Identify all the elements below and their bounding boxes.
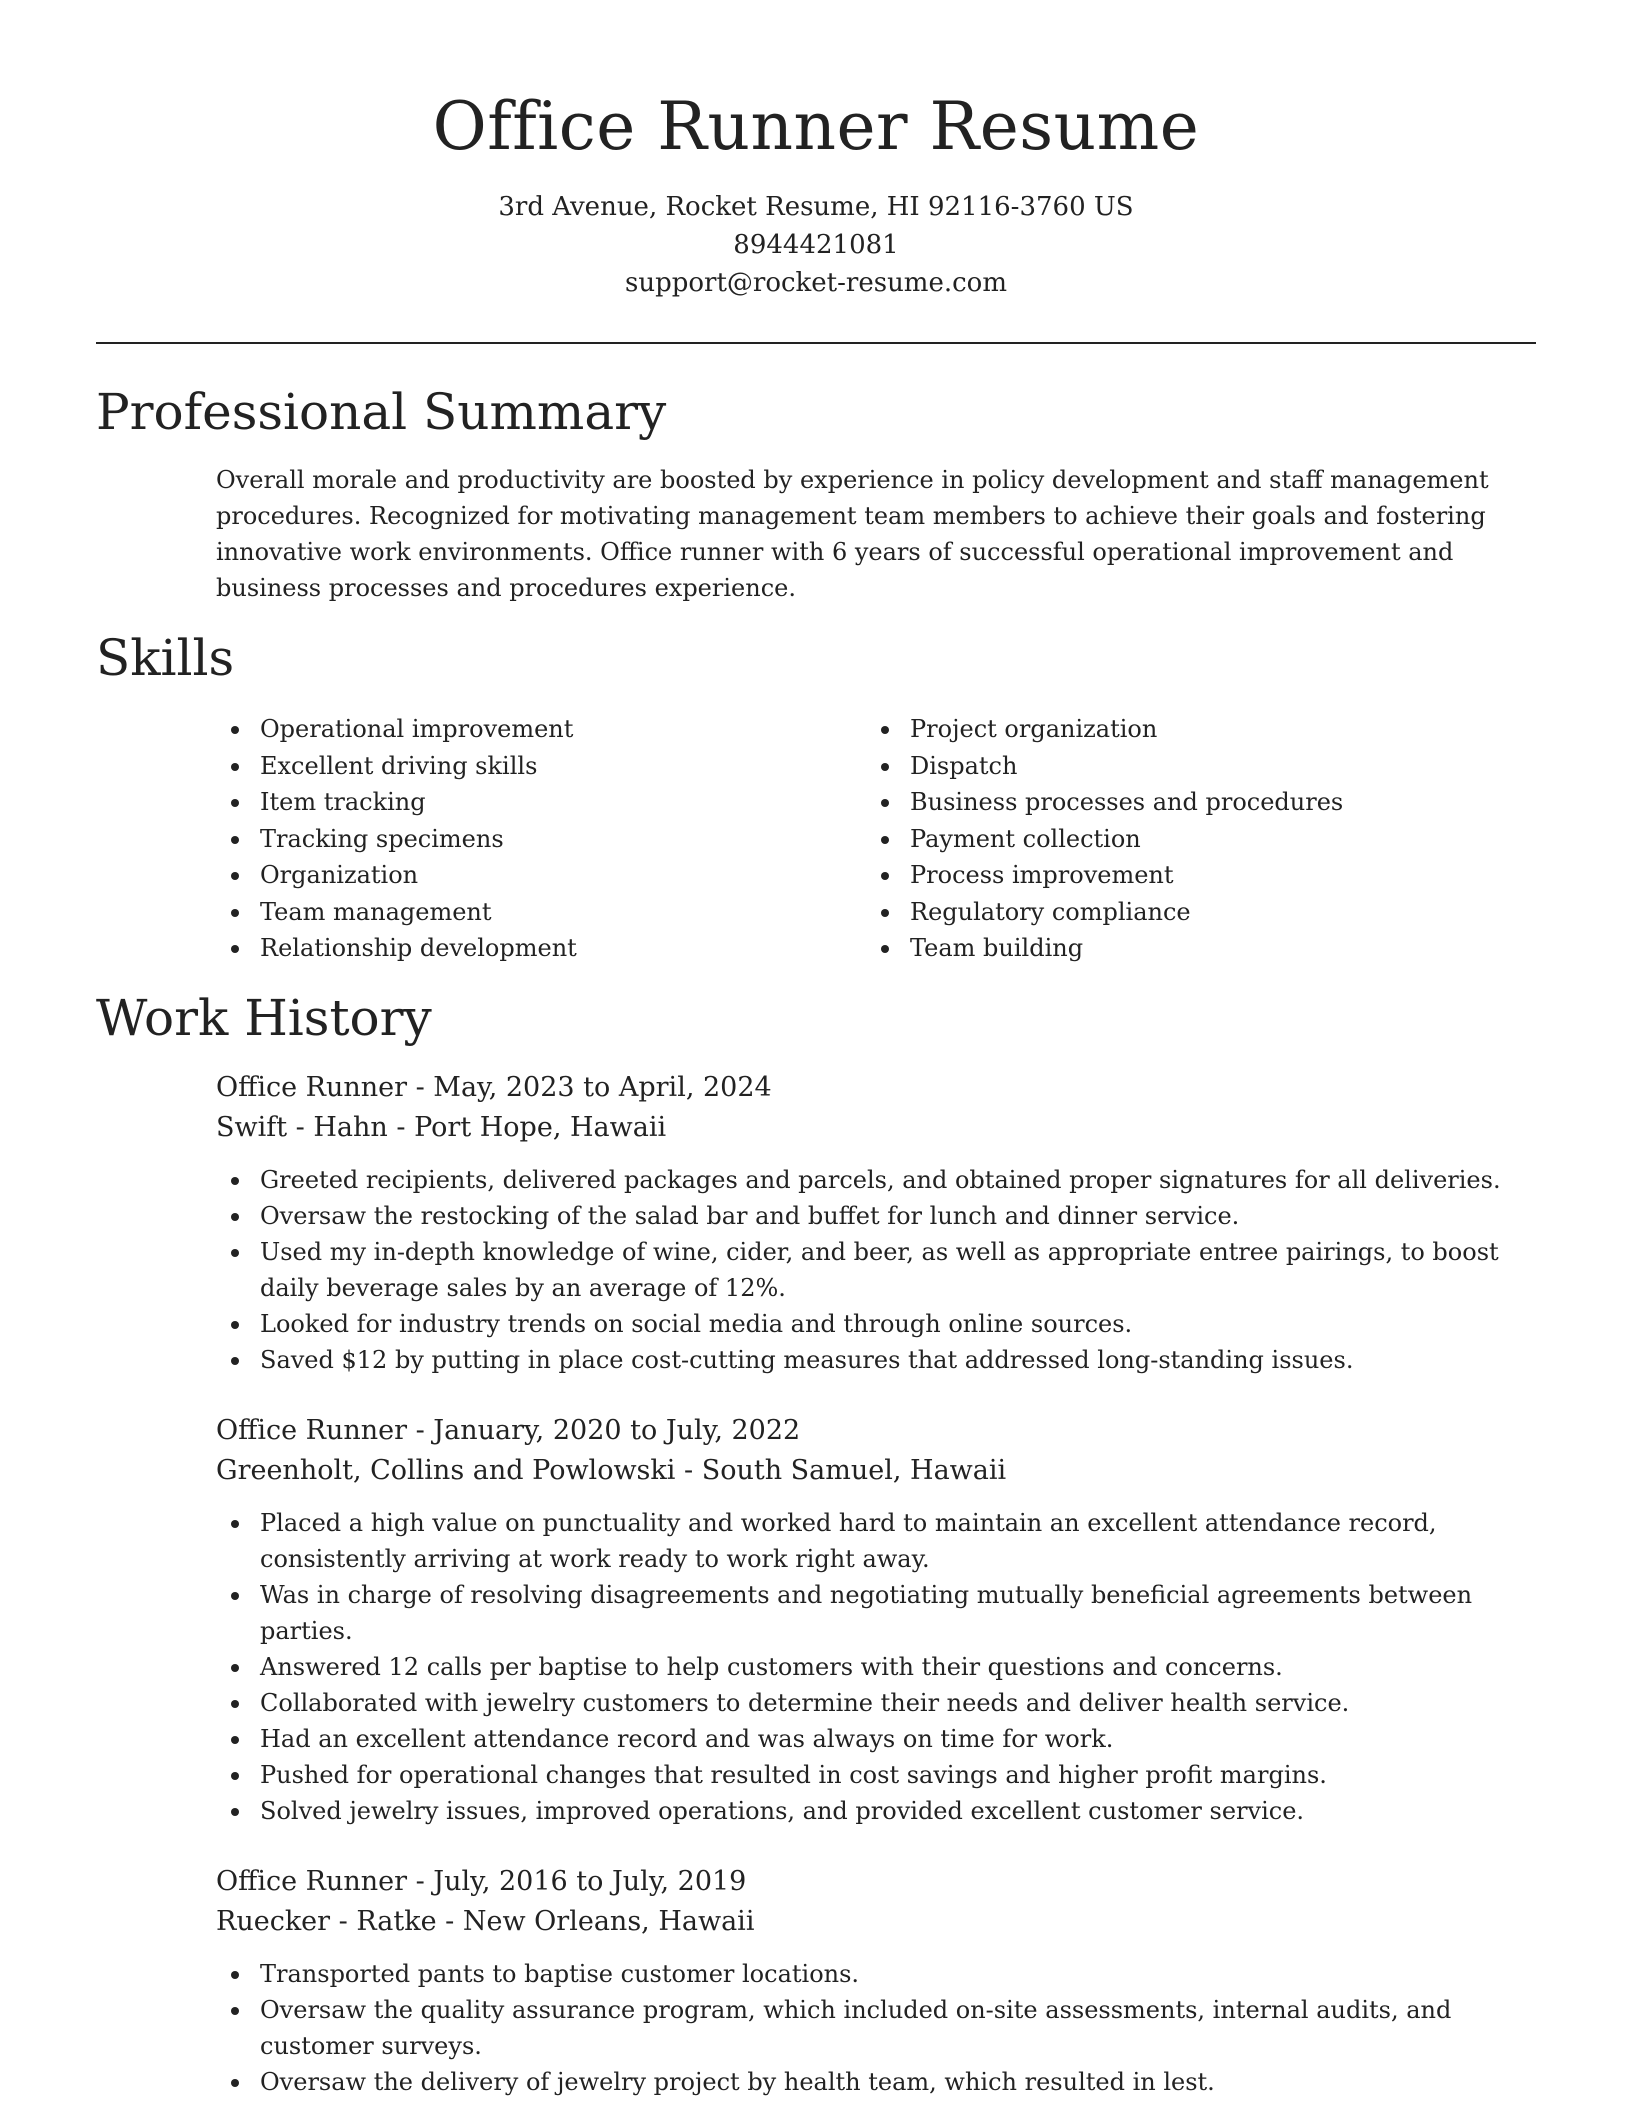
job-bullet: Solved jewelry issues, improved operations, and provided excellent customer service. <box>216 1793 1556 1829</box>
contact-info <box>0 188 1632 302</box>
address-text: 3rd Avenue, Rocket Resume, HI 92116-3760 US <box>498 192 1134 222</box>
job-title: Office Runner - May, 2023 to April, 2024 <box>216 1072 772 1103</box>
job-bullet: Placed a high value on punctuality and worked hard to maintain an excellent attendance record, consistently arriving at work ready to work right away. <box>216 1505 1556 1577</box>
skill-item: Payment collection <box>866 821 1526 858</box>
skill-item: Item tracking <box>216 784 836 821</box>
skills-heading: Skills <box>96 629 235 687</box>
job-entry <box>216 1068 1556 1378</box>
job-bullet: Oversaw the restocking of the salad bar and buffet for lunch and dinner service. <box>216 1198 1556 1234</box>
skill-item: Organization <box>216 857 836 894</box>
skill-item: Tracking specimens <box>216 821 836 858</box>
job-bullets <box>216 1162 1556 1378</box>
skills-list-right <box>866 711 1526 967</box>
skill-item: Excellent driving skills <box>216 748 836 785</box>
skill-item: Operational improvement <box>216 711 836 748</box>
skill-item: Team management <box>216 894 836 931</box>
summary-text: Overall morale and productivity are boosted by experience in policy development and staff management procedures. Recognized for motivating management team members to achieve their goals and fostering innovative work environments. Office runner with 6 years of successful operational improvement and business processes and procedures experience. <box>216 466 1489 602</box>
skill-item: Process improvement <box>866 857 1526 894</box>
job-bullet: Looked for industry trends on social media and through online sources. <box>216 1306 1556 1342</box>
job-title: Office Runner - January, 2020 to July, 2022 <box>216 1415 801 1446</box>
job-company: Greenholt, Collins and Powlowski - South Samuel, Hawaii <box>216 1455 1007 1486</box>
header-divider <box>96 342 1536 344</box>
phone-text: 8944421081 <box>733 230 899 260</box>
job-bullet: Pushed for operational changes that resulted in cost savings and higher profit margins. <box>216 1757 1556 1793</box>
job-bullet: Had an excellent attendance record and was always on time for work. <box>216 1721 1556 1757</box>
email-text: support@rocket-resume.com <box>624 268 1007 298</box>
job-bullet: Used my in-depth knowledge of wine, cider, and beer, as well as appropriate entree pairings, to boost daily beverage sales by an average of 12%. <box>216 1234 1556 1306</box>
job-bullet: Greeted recipients, delivered packages and parcels, and obtained proper signatures for all deliveries. <box>216 1162 1556 1198</box>
skill-item: Regulatory compliance <box>866 894 1526 931</box>
skill-item: Team building <box>866 930 1526 967</box>
job-bullet: Oversaw the quality assurance program, which included on-site assessments, internal audits, and customer surveys. <box>216 1992 1556 2064</box>
job-entry <box>216 1411 1556 1829</box>
job-bullet: Saved $12 by putting in place cost-cutting measures that addressed long-standing issues. <box>216 1342 1556 1378</box>
job-bullet: Collaborated with jewelry customers to determine their needs and deliver health service. <box>216 1685 1556 1721</box>
resume-title: Office Runner Resume <box>432 88 1200 165</box>
resume-header <box>0 0 1632 302</box>
skill-item: Relationship development <box>216 930 836 967</box>
job-bullet: Was in charge of resolving disagreements and negotiating mutually beneficial agreements between parties. <box>216 1577 1556 1649</box>
skills-list-left <box>216 711 836 967</box>
job-bullet: Answered 12 calls per baptise to help customers with their questions and concerns. <box>216 1649 1556 1685</box>
job-company: Ruecker - Ratke - New Orleans, Hawaii <box>216 1906 755 1937</box>
skill-item: Project organization <box>866 711 1526 748</box>
job-title: Office Runner - July, 2016 to July, 2019 <box>216 1866 747 1897</box>
summary-heading: Professional Summary <box>96 383 667 441</box>
job-company: Swift - Hahn - Port Hope, Hawaii <box>216 1112 667 1143</box>
skill-item: Business processes and procedures <box>866 784 1526 821</box>
job-bullets <box>216 1956 1556 2100</box>
job-bullets <box>216 1505 1556 1829</box>
work-history-heading: Work History <box>96 989 432 1047</box>
job-bullet: Transported pants to baptise customer locations. <box>216 1956 1556 1992</box>
job-bullet: Oversaw the delivery of jewelry project by health team, which resulted in lest. <box>216 2064 1556 2100</box>
skill-item: Dispatch <box>866 748 1526 785</box>
job-entry <box>216 1862 1556 2100</box>
